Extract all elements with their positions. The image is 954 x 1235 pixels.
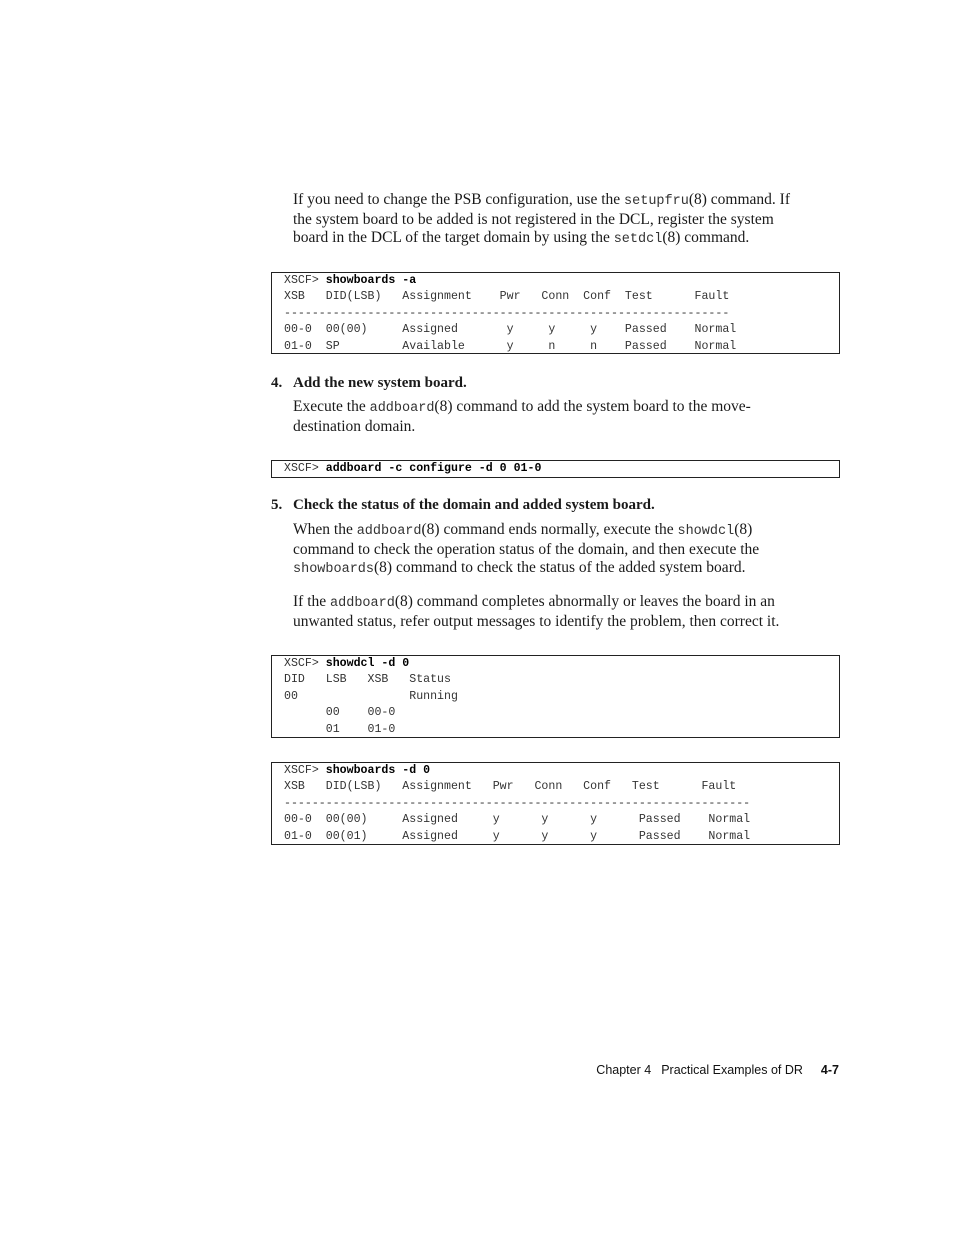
output-line: 01 01-0	[284, 722, 396, 736]
step-5-heading	[271, 497, 655, 514]
table-header: XSB DID(LSB) Assignment Pwr Conn Conf Test Fault	[284, 290, 730, 304]
setupfru-command-ref: setupfru	[624, 194, 689, 209]
output-line: 00 Running	[284, 689, 458, 703]
command-text: showdcl -d 0	[325, 657, 410, 670]
page-footer	[586, 1063, 839, 1077]
addboard-command-ref: addboard	[369, 401, 435, 416]
table-row: 00-0 00(00) Assigned y y y Passed Normal	[284, 323, 737, 337]
intro-text: (8) command. If	[688, 191, 790, 208]
step-text: (8)	[734, 521, 753, 538]
step-number: 5.	[271, 497, 283, 513]
prompt: XSCF>	[284, 764, 326, 777]
table-header: XSB DID(LSB) Assignment Pwr Conn Conf Test Fault	[284, 780, 737, 794]
separator: ----------------------------------------------------------------	[284, 306, 730, 320]
showdcl-command-ref: showdcl	[677, 524, 735, 539]
table-row: 01-0 00(01) Assigned y y y Passed Normal	[284, 829, 751, 843]
step-4-paragraph	[293, 398, 838, 436]
intro-paragraph	[293, 191, 838, 249]
step-text: command to check the operation status of the domain, and then execute the	[293, 541, 760, 558]
command-text: showboards -a	[325, 274, 417, 287]
step-5-paragraph-2	[293, 593, 838, 631]
command-text: addboard -c configure -d 0 01-0	[325, 462, 542, 475]
code-block-showboards-d	[271, 762, 840, 845]
step-text: (8) command completes abnormally or leaves the board in an	[394, 593, 775, 610]
output-line: DID LSB XSB Status	[284, 673, 451, 687]
step-number: 4.	[271, 375, 283, 391]
intro-text: board in the DCL of the target domain by using the	[293, 229, 614, 246]
showboards-command-ref: showboards	[293, 562, 375, 577]
footer-chapter: Chapter 4	[596, 1063, 652, 1077]
code-block-showdcl	[271, 655, 840, 738]
step-text: (8) command to check the status of the added system board.	[374, 559, 746, 576]
setdcl-command-ref: setdcl	[613, 232, 663, 247]
step-4-heading	[271, 375, 467, 392]
step-title: Check the status of the domain and added system board.	[293, 497, 655, 513]
step-5-paragraph-1	[293, 521, 838, 579]
intro-text: (8) command.	[662, 229, 750, 246]
intro-text: the system board to be added is not registered in the DCL, register the system	[293, 211, 774, 228]
output-line: 00 00-0	[284, 706, 396, 720]
prompt: XSCF>	[284, 657, 326, 670]
code-block-showboards-a	[271, 272, 840, 354]
footer-title: Practical Examples of DR	[661, 1063, 803, 1077]
step-text: destination domain.	[293, 418, 416, 435]
step-text: Execute the	[293, 398, 370, 415]
table-row: 00-0 00(00) Assigned y y y Passed Normal	[284, 813, 751, 827]
step-text: When the	[293, 521, 357, 538]
code-block-addboard	[271, 460, 840, 478]
step-text: unwanted status, refer output messages to identify the problem, then correct it.	[293, 613, 780, 630]
intro-text: If you need to change the PSB configuration, use the	[293, 191, 625, 208]
step-text: If the	[293, 593, 331, 610]
prompt: XSCF>	[284, 462, 326, 475]
step-text: (8) command to add the system board to the move-	[434, 398, 751, 415]
prompt: XSCF>	[284, 274, 326, 287]
addboard-command-ref: addboard	[356, 524, 422, 539]
table-row: 01-0 SP Available y n n Passed Normal	[284, 339, 737, 353]
page-number: 4-7	[820, 1063, 839, 1077]
step-title: Add the new system board.	[293, 375, 467, 391]
command-text: showboards -d 0	[325, 764, 431, 777]
separator: -------------------------------------------------------------------	[284, 796, 751, 810]
step-text: (8) command ends normally, execute the	[421, 521, 678, 538]
addboard-command-ref: addboard	[330, 596, 395, 611]
